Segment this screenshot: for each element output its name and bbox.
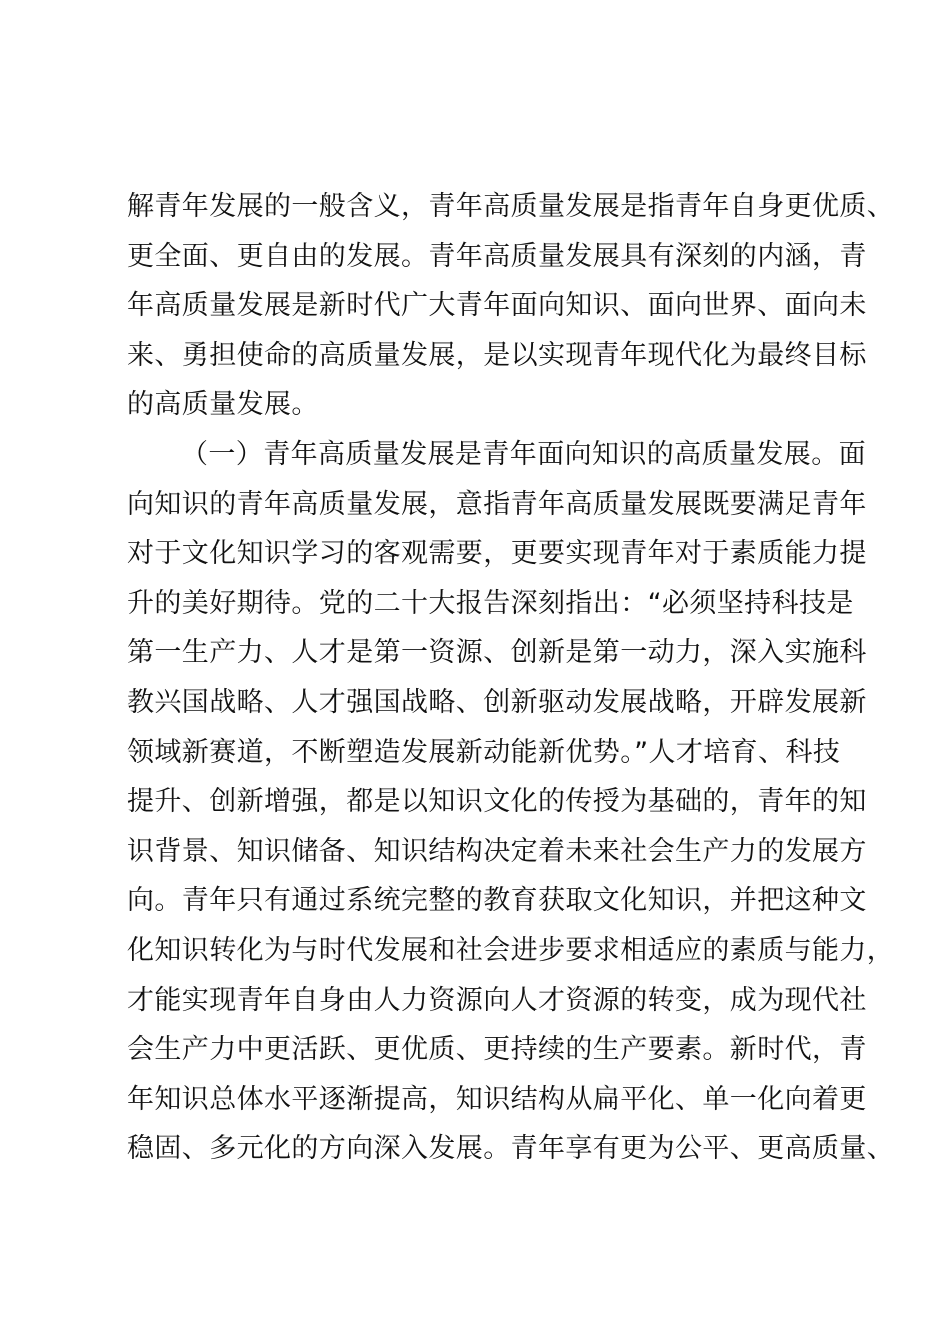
text-line: 会生产力中更活跃、更优质、更持续的生产要素。新时代，青 (127, 1034, 867, 1066)
text-line: 更全面、更自由的发展。青年高质量发展具有深刻的内涵，青 (127, 240, 867, 272)
text-line: 来、勇担使命的高质量发展，是以实现青年现代化为最终目标 (127, 339, 867, 371)
text-line: 化知识转化为与时代发展和社会进步要求相适应的素质与能力， (127, 934, 895, 966)
text-line: 第一生产力、人才是第一资源、创新是第一动力，深入实施科 (127, 637, 867, 669)
text-line: 解青年发展的一般含义，青年高质量发展是指青年自身更优质、 (127, 191, 895, 222)
text-line: 升的美好期待。党的二十大报告深刻指出：“必须坚持科技是 (127, 587, 854, 619)
text-line: 识背景、知识储备、知识结构决定着未来社会生产力的发展方 (127, 835, 867, 867)
text-line: 向。青年只有通过系统完整的教育获取文化知识，并把这种文 (127, 885, 867, 917)
text-line: 才能实现青年自身由人力资源向人才资源的转变，成为现代社 (127, 984, 867, 1016)
text-line: 年高质量发展是新时代广大青年面向知识、面向世界、面向未 (127, 290, 867, 322)
section-heading-line: （一）青年高质量发展是青年面向知识的高质量发展。面 (181, 438, 866, 470)
text-line: 对于文化知识学习的客观需要，更要实现青年对于素质能力提 (127, 538, 867, 570)
text-line: 领域新赛道，不断塑造发展新动能新优势。”人才培育、科技 (127, 736, 841, 768)
body-text (127, 182, 895, 1174)
text-line: 稳固、多元化的方向深入发展。青年享有更为公平、更高质量、 (127, 1133, 895, 1165)
text-line: 年知识总体水平逐渐提高，知识结构从扁平化、单一化向着更 (127, 1083, 867, 1115)
text-line: 的高质量发展。 (127, 389, 319, 421)
text-line: 教兴国战略、人才强国战略、创新驱动发展战略，开辟发展新 (127, 686, 867, 718)
text-line: 提升、创新增强，都是以知识文化的传授为基础的，青年的知 (127, 786, 867, 818)
text-line: 向知识的青年高质量发展，意指青年高质量发展既要满足青年 (127, 488, 867, 520)
